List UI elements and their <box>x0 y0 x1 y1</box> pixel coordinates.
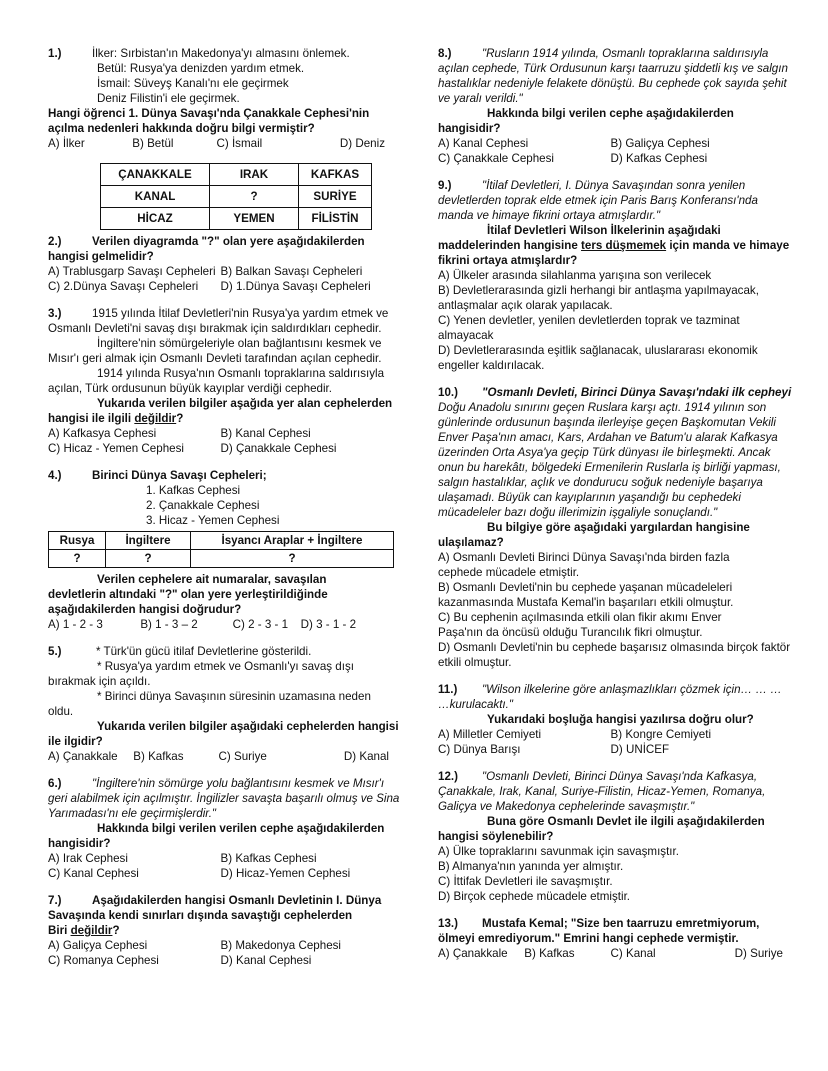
option-b[interactable]: B) Balkan Savaşı Cepheleri <box>220 265 363 278</box>
option-a[interactable]: A) Çanakkale <box>48 750 118 763</box>
question-9 <box>438 178 790 373</box>
negation-word: değildir <box>70 924 113 937</box>
table-cell: KANAL <box>101 186 210 208</box>
option-a[interactable]: A) 1 - 2 - 3 <box>48 618 103 631</box>
negation-word: değildir <box>134 412 177 425</box>
front-diagram-table <box>100 163 372 230</box>
option-a[interactable]: A) Trablusgarp Savaşı Cepheleri <box>48 265 216 278</box>
table-cell: ? <box>191 550 394 568</box>
option-d[interactable]: D) UNİCEF <box>610 743 670 756</box>
question-stem: hangisidir? <box>438 122 501 135</box>
option-a[interactable]: A) Çanakkale <box>438 947 508 960</box>
question-stem: aşağıdakilerden hangisi doğrudur? <box>48 603 242 616</box>
question-stem: Yukarıda verilen bilgiler aşağıdaki cephelerden hangisi <box>97 720 399 733</box>
option-b[interactable]: B) Kongre Cemiyeti <box>610 728 712 741</box>
statement-line: * Rusya'ya yardım etmek ve Osmanlı'yı savaş dışı <box>97 660 354 673</box>
question-stem: Hakkında bilgi verilen verilen cephe aşağıdakilerden <box>97 822 385 835</box>
statement-line: bırakmak için açıldı. <box>48 675 151 688</box>
question-number: 7.) <box>48 894 62 907</box>
question-number: 6.) <box>48 777 62 790</box>
question-stem: ile ilgidir? <box>48 735 103 748</box>
option-b[interactable]: B) Makedonya Cephesi <box>220 939 342 952</box>
table-header: Rusya <box>49 532 106 550</box>
list-item: 2. Çanakkale Cephesi <box>146 499 260 512</box>
option-d[interactable]: D) Kanal <box>343 750 389 763</box>
question-number: 10.) <box>438 386 458 399</box>
option-a[interactable]: A) Ülke topraklarını savunmak için savaşmıştır. <box>438 845 679 858</box>
question-stem <box>48 411 393 426</box>
quote-line: devletlerden toprak elde etmek için Paris Barış Konferansı'nda <box>438 194 758 207</box>
option-c[interactable]: C) Dünya Barışı <box>438 743 521 756</box>
quote-line: manda ve himaye fikrini ortaya atmışlardır." <box>438 209 661 222</box>
option-c[interactable]: C) İttifak Devletleri ile savaşmıştır. <box>438 875 613 888</box>
option-b-cont[interactable]: antlaşmalar açık olarak yapılacak. <box>438 299 613 312</box>
question-stem: Verilen cephelere ait numaralar, savaşılan <box>97 573 327 586</box>
question-stem: Hakkında bilgi verilen cephe aşağıdakilerden <box>487 107 734 120</box>
question-12 <box>438 769 783 904</box>
question-stem: devletlerin altındaki "?" olan yere yerleştirildiğinde <box>48 588 328 601</box>
answer-options <box>48 264 393 279</box>
option-a[interactable]: A) Kafkasya Cephesi <box>48 427 157 440</box>
option-c[interactable]: C) Hicaz - Yemen Cephesi <box>48 442 184 455</box>
quote-line: salgın hastalıklar, açlık ve dondurucu soğuk nedeniyle başarıya <box>438 476 763 489</box>
option-d[interactable]: D) 1.Dünya Savaşı Cepheleri <box>220 280 371 293</box>
question-11 <box>438 682 783 757</box>
question-5 <box>48 644 399 764</box>
table-cell: FİLİSTİN <box>299 208 372 230</box>
option-c[interactable]: C) Kanal <box>610 947 656 960</box>
statement-line: 1915 yılında İtilaf Devletleri'nin Rusya'ya yardım etmek ve <box>92 307 389 320</box>
option-a[interactable]: A) İlker <box>48 137 85 150</box>
list-item: 1. Kafkas Cephesi <box>146 484 241 497</box>
option-c[interactable]: C) 2 - 3 - 1 <box>232 618 289 631</box>
question-stem: ulaşılamaz? <box>438 536 504 549</box>
option-b[interactable]: B) Kafkas <box>133 750 184 763</box>
question-4 <box>48 468 393 632</box>
question-stem: fikrini ortaya atmışlardır? <box>438 254 578 267</box>
option-c-cont[interactable]: almayacak <box>438 329 494 342</box>
question-10 <box>438 385 792 670</box>
option-d[interactable]: D) 3 - 1 - 2 <box>300 618 357 631</box>
answer-options <box>438 136 783 151</box>
option-d[interactable]: D) Birçok cephede mücadele etmiştir. <box>438 890 631 903</box>
table-header: İsyancı Araplar + İngiltere <box>191 532 394 550</box>
stem-text: maddelerinden hangisine <box>438 239 582 252</box>
statement-line: Osmanlı Devleti'ni savaş dışı bırakmak için saldırdıkları cephedir. <box>48 322 382 335</box>
quote-line: "Rusların 1914 yılında, Osmanlı topraklarına saldırısıyla <box>482 47 769 60</box>
question-number: 1.) <box>48 47 62 60</box>
quote-line: üzerinden Orta Asya'ya geçip Türk dünyası ile birleşmekti. Ancak <box>438 446 771 459</box>
list-item: 3. Hicaz - Yemen Cephesi <box>146 514 280 527</box>
right-column <box>438 46 792 973</box>
question-stem: Yukarıdaki boşluğa hangisi yazılırsa doğru olur? <box>487 713 754 726</box>
option-a-cont[interactable]: cephede mücadele etmiştir. <box>438 566 580 579</box>
quote-line: ulaşamadı. Büyük can kayıplarının yaşandığı bu cephedeki <box>438 491 741 504</box>
option-b[interactable]: B) Kafkas Cephesi <box>220 852 317 865</box>
option-d-cont[interactable]: engeller kaldırılacak. <box>438 359 545 372</box>
question-number: 11.) <box>438 683 458 696</box>
option-b[interactable]: B) Kanal Cephesi <box>220 427 311 440</box>
stem-text: ? <box>176 412 184 425</box>
quote-line: "İtilaf Devletleri, I. Dünya Savaşından sonra yenilen <box>482 179 746 192</box>
option-c[interactable]: C) Romanya Cephesi <box>48 954 159 967</box>
answer-options <box>48 136 393 151</box>
question-stem: İtilaf Devletleri Wilson İlkelerinin aşağıdaki <box>487 224 721 237</box>
table-cell: KAFKAS <box>299 164 372 186</box>
table-cell: SURİYE <box>299 186 372 208</box>
statement-line: oldu. <box>48 705 74 718</box>
option-b[interactable]: B) Almanya'nın yanında yer almıştır. <box>438 860 624 873</box>
question-stem: Buna göre Osmanlı Devlet ile ilgili aşağıdakilerden <box>487 815 765 828</box>
option-a[interactable]: A) Ülkeler arasında silahlanma yarışına son verilecek <box>438 269 712 282</box>
question-title: Birinci Dünya Savaşı Cepheleri; <box>92 469 267 482</box>
question-stem: hangisi söylenebilir? <box>438 830 554 843</box>
question-number: 8.) <box>438 47 452 60</box>
answer-options <box>48 866 393 881</box>
option-a[interactable]: A) Galiçya Cephesi <box>48 939 148 952</box>
answer-options <box>48 953 393 968</box>
fronts-table <box>48 531 394 568</box>
option-b[interactable]: B) Galiçya Cephesi <box>610 137 710 150</box>
question-8 <box>438 46 788 166</box>
answer-options <box>438 742 783 757</box>
option-d[interactable]: D) Suriye <box>734 947 783 960</box>
statement-line: Mısır'ı geri almak için Osmanlı Devleti tarafından açılan cephedir. <box>48 352 382 365</box>
table-cell: IRAK <box>210 164 299 186</box>
statement-line: * Türk'ün gücü itilaf Devletlerine gösterildi. <box>96 645 312 658</box>
question-number: 9.) <box>438 179 452 192</box>
answer-options <box>438 946 783 961</box>
option-c[interactable]: C) İsmail <box>216 137 263 150</box>
question-stem <box>438 238 790 253</box>
quote-line: açılan cephede, Türk Ordusunun karşı taarruzu şiddetli kış ve salgın <box>438 62 788 75</box>
option-d[interactable]: D) Deniz <box>339 137 385 150</box>
option-d-cont[interactable]: etkili olmuştur. <box>438 656 512 669</box>
question-stem: ölmeyi emrediyorum." Emrini hangi cephede vermiştir. <box>438 932 739 945</box>
quote-line: ve yaralı verildi." <box>438 92 523 105</box>
option-b[interactable]: B) Betül <box>132 137 174 150</box>
quote-line: hastalıklar nedeniyle felakete dönüştü. Bu cephede çok sayıda şehit <box>438 77 787 90</box>
question-3 <box>48 306 393 456</box>
negation-word: ters düşmemek <box>581 239 667 252</box>
option-d[interactable]: D) Çanakkale Cephesi <box>220 442 337 455</box>
question-7 <box>48 893 393 968</box>
option-a[interactable]: A) Kanal Cephesi <box>438 137 529 150</box>
quote-line: onun bu harekâtı, bölgedeki Ermenilerin Ruslarla iş birliği yapması, <box>438 461 781 474</box>
question-13 <box>438 916 783 961</box>
answer-options <box>48 749 393 764</box>
option-b-cont[interactable]: kazanmasında Mustafa Kemal'in başarıları etkili olmuştur. <box>438 596 734 609</box>
quote-line: geri alabilmek için açılmıştır. İngilizler savaşta başarılı olmuş ve Sina <box>48 792 400 805</box>
answer-options <box>48 426 393 441</box>
statement-line: Deniz Filistin'i ele geçirmek. <box>97 92 240 105</box>
quote-line: günlerinde ordusunun başında ilerleyişe geçen Başkomutan Vekili <box>438 416 776 429</box>
question-stem: Aşağıdakilerden hangisi Osmanlı Devletinin I. Dünya <box>92 894 382 907</box>
question-number: 3.) <box>48 307 62 320</box>
option-c[interactable]: C) Bu cephenin açılmasında etkili olan fikir akımı Enver <box>438 611 722 624</box>
option-a[interactable]: A) Osmanlı Devleti Birinci Dünya Savaşı'nda birden fazla <box>438 551 730 564</box>
option-b[interactable]: B) 1 - 3 – 2 <box>140 618 198 631</box>
answer-options <box>438 151 783 166</box>
answer-options <box>438 727 783 742</box>
option-c-cont[interactable]: Paşa'nın da öncüsü olduğu Turancılık fikri olmuştur. <box>438 626 703 639</box>
question-stem: açılma nedenleri hakkında doğru bilgi vermiştir? <box>48 122 315 135</box>
quote-line: mücadeleler bazı doğu illerimizin işgaliyle sonuçlandı." <box>438 506 718 519</box>
question-number: 12.) <box>438 770 458 783</box>
answer-options <box>48 938 393 953</box>
stem-text: Biri <box>48 924 71 937</box>
question-6 <box>48 776 400 881</box>
quote-line: …kurulacaktı." <box>438 698 513 711</box>
option-d[interactable]: D) Kafkas Cephesi <box>610 152 708 165</box>
stem-text: için manda ve himaye <box>666 239 790 252</box>
question-number: 2.) <box>48 235 62 248</box>
question-2 <box>48 163 393 294</box>
answer-options <box>48 441 393 456</box>
option-a[interactable]: A) Irak Cephesi <box>48 852 128 865</box>
question-stem: Yukarıda verilen bilgiler aşağıda yer alan cephelerden <box>97 397 393 410</box>
option-c[interactable]: C) 2.Dünya Savaşı Cepheleri <box>48 280 199 293</box>
statement-line: * Birinci dünya Savaşının süresinin uzamasına neden <box>97 690 371 703</box>
quote-line: "Osmanlı Devleti, Birinci Dünya Savaşı'ndaki ilk cepheyi <box>482 386 792 399</box>
option-a[interactable]: A) Milletler Cemiyeti <box>438 728 542 741</box>
quote-line: Enver Paşa'nın amacı, Kars, Ardahan ve Batum'u alarak Kafkasya <box>438 431 778 444</box>
option-b[interactable]: B) Kafkas <box>524 947 575 960</box>
option-b[interactable]: B) Devletlerarasında gizli herhangi bir antlaşma yapılmayacak, <box>438 284 759 297</box>
option-d[interactable]: D) Hicaz-Yemen Cephesi <box>220 867 351 880</box>
quote-line: Doğu Anadolu sınırını geçen Ruslara karşı açtı. 1914 yılının son <box>438 401 767 414</box>
answer-options <box>48 617 393 632</box>
stem-text: hangisi ile ilgili <box>48 412 135 425</box>
answer-options <box>48 279 393 294</box>
option-c[interactable]: C) Yenen devletler, yenilen devletlerden toprak ve tazminat <box>438 314 740 327</box>
option-c[interactable]: C) Suriye <box>218 750 267 763</box>
statement-line: İsmail: Süveyş Kanalı'nı ele geçirmek <box>97 77 289 90</box>
option-c[interactable]: C) Çanakkale Cephesi <box>438 152 554 165</box>
quote-line: "Wilson ilkelerine göre anlaşmazlıkları çözmek için… … … <box>482 683 782 696</box>
question-stem <box>48 923 393 938</box>
quote-line: Yarımadası'nı ele geçirmişlerdir." <box>48 807 217 820</box>
table-cell: HİCAZ <box>101 208 210 230</box>
question-stem: Mustafa Kemal; "Size ben taarruzu emretmiyorum, <box>482 917 760 930</box>
left-column <box>48 46 400 980</box>
option-c[interactable]: C) Kanal Cephesi <box>48 867 139 880</box>
table-cell: ? <box>49 550 106 568</box>
option-b[interactable]: B) Osmanlı Devleti'nin bu cephede yaşanan mücadeleleri <box>438 581 733 594</box>
quote-line: Çanakkale, Irak, Kanal, Suriye-Filistin, Hicaz-Yemen, Romanya, <box>438 785 766 798</box>
table-cell: ? <box>210 186 299 208</box>
question-number: 4.) <box>48 469 62 482</box>
question-stem: Savaşında kendi sınırları dışında savaştığı cephelerden <box>48 909 353 922</box>
statement-line: İngiltere'nin sömürgeleriyle olan bağlantısını kesmek ve <box>97 337 382 350</box>
statement-line: İlker: Sırbistan'ın Makedonya'yı almasını önlemek. <box>92 47 350 60</box>
option-d[interactable]: D) Kanal Cephesi <box>220 954 312 967</box>
stem-text: ? <box>112 924 120 937</box>
question-stem: Bu bilgiye göre aşağıdaki yargılardan hangisine <box>487 521 750 534</box>
table-cell: YEMEN <box>210 208 299 230</box>
table-cell: ÇANAKKALE <box>101 164 210 186</box>
quote-line: Galiçya ve Makedonya cephelerinde savaşmıştır." <box>438 800 695 813</box>
question-1 <box>48 46 393 151</box>
question-stem: Verilen diyagramda "?" olan yere aşağıdakilerden <box>92 235 365 248</box>
statement-line: açılan, Türk ordusunun büyük kayıplar verdiği cephedir. <box>48 382 332 395</box>
table-cell: ? <box>106 550 191 568</box>
question-number: 13.) <box>438 917 458 930</box>
table-header: İngiltere <box>106 532 191 550</box>
option-d[interactable]: D) Osmanlı Devleti'nin bu cephede başarısız olmasında birçok faktör <box>438 641 791 654</box>
statement-line: Betül: Rusya'ya denizden yardım etmek. <box>97 62 305 75</box>
question-stem: Hangi öğrenci 1. Dünya Savaşı'nda Çanakkale Cephesi'nin <box>48 107 370 120</box>
quote-line: "İngiltere'nin sömürge yolu bağlantısını kesmek ve Mısır'ı <box>92 777 385 790</box>
statement-line: 1914 yılında Rusya'nın Osmanlı topraklarına saldırısıyla <box>97 367 385 380</box>
question-number: 5.) <box>48 645 62 658</box>
quote-line: "Osmanlı Devleti, Birinci Dünya Savaşı'nda Kafkasya, <box>482 770 758 783</box>
option-d[interactable]: D) Devletlerarasında eşitlik sağlanacak, uluslararası ekonomik <box>438 344 758 357</box>
question-stem: hangisi gelmelidir? <box>48 250 154 263</box>
answer-options <box>48 851 393 866</box>
question-stem: hangisidir? <box>48 837 111 850</box>
